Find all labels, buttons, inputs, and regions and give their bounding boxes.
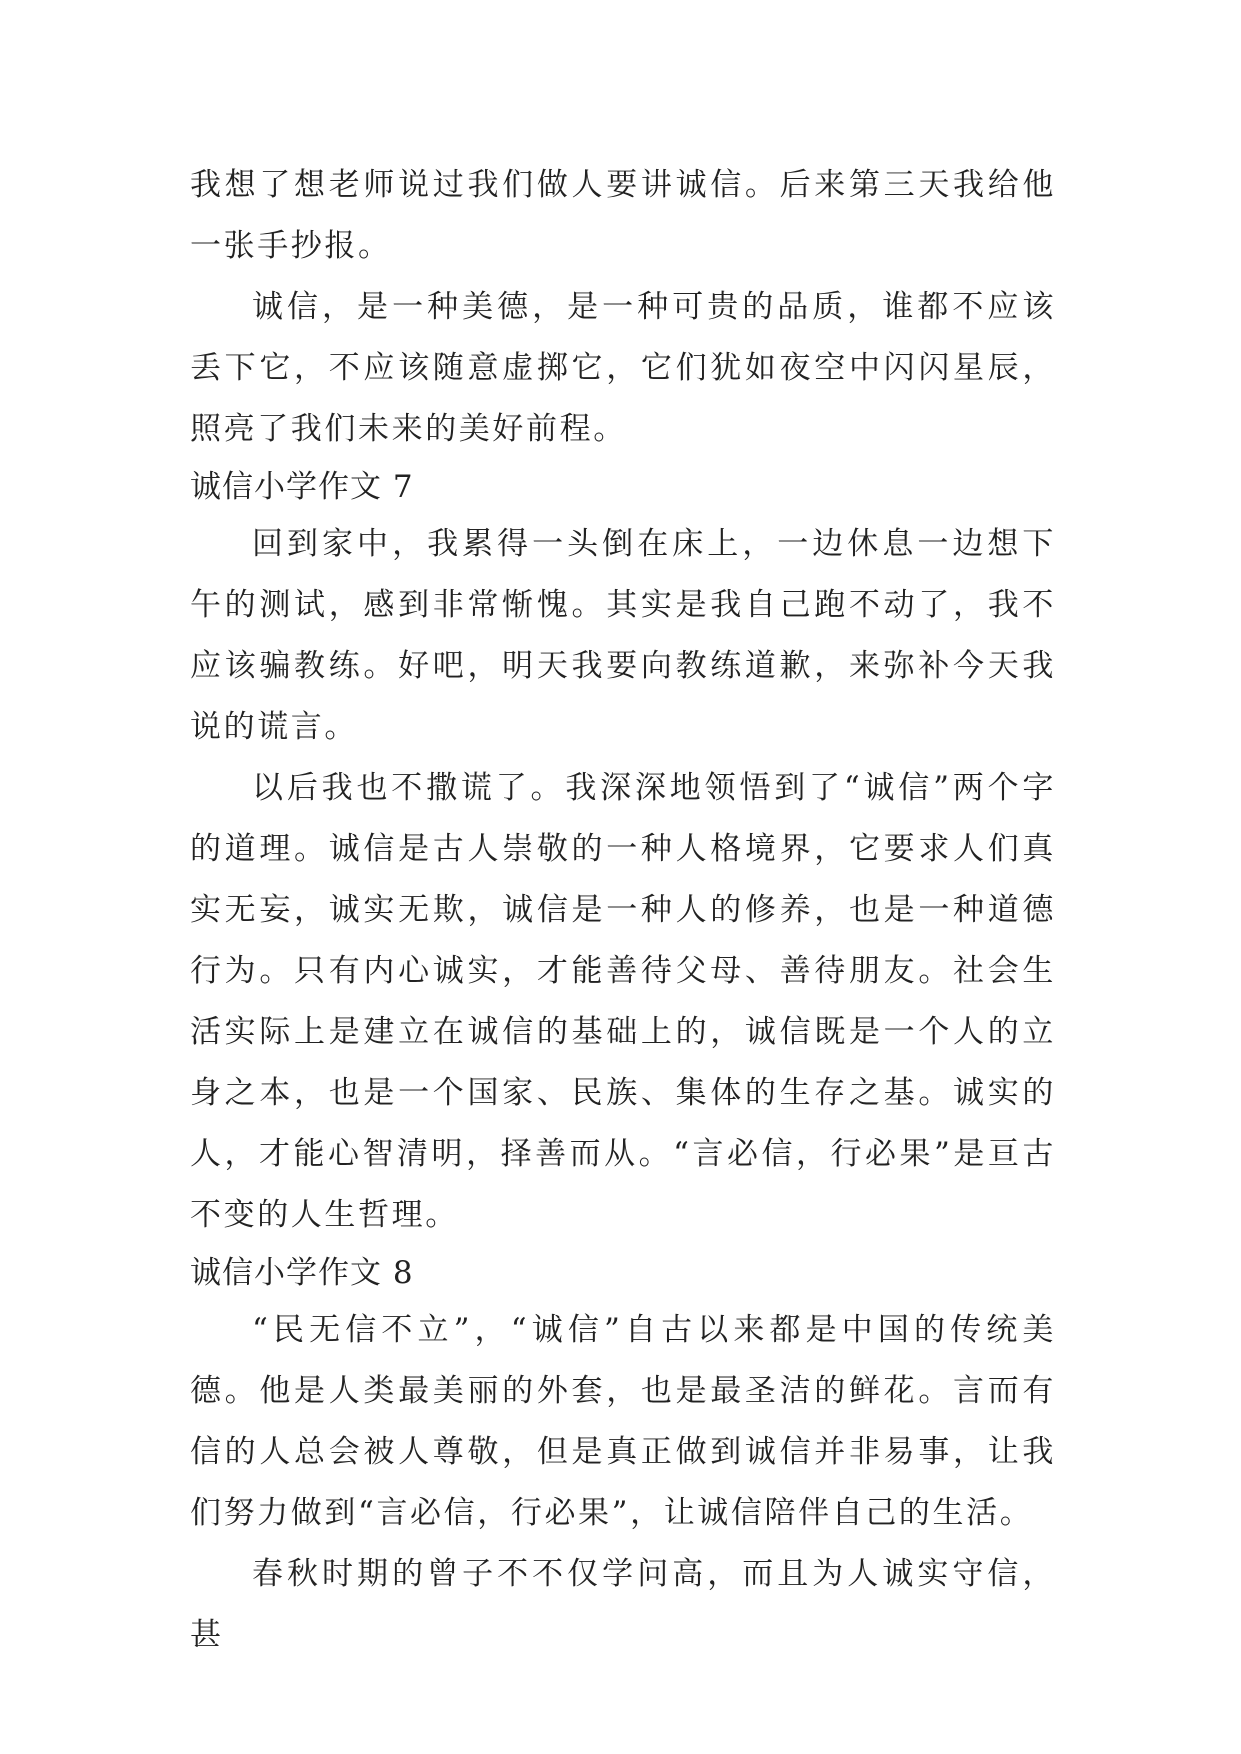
paragraph-7-2: 以后我也不撒谎了。我深深地领悟到了“诚信”两个字的道理。诚信是古人崇敬的一种人格境界，它要求人们真实无妄，诚实无欺，诚信是一种人的修养，也是一种道德行为。只有内心诚实，才能善待父母、善待朋友。社会生活实际上是建立在诚信的基础上的，诚信既是一个人的立身之本，也是一个国家、民族、集体的生存之基。诚实的人，才能心智清明，择善而从。“言必信，行必果”是亘古不变的人生哲理。 <box>190 770 1056 1233</box>
paragraph-honesty-virtue: 诚信，是一种美德，是一种可贵的品质，谁都不应该丢下它，不应该随意虚掷它，它们犹如夜空中闪闪星辰，照亮了我们未来的美好前程。 <box>190 289 1056 447</box>
section-title-8: 诚信小学作文 8 <box>190 1255 414 1291</box>
section-title-7: 诚信小学作文 7 <box>190 469 414 505</box>
document-body <box>190 155 1056 1666</box>
paragraph-7-1: 回到家中，我累得一头倒在床上，一边休息一边想下午的测试，感到非常惭愧。其实是我自己跑不动了，我不应该骗教练。好吧，明天我要向教练道歉，来弥补今天我说的谎言。 <box>190 526 1056 745</box>
paragraph-8-2: 春秋时期的曾子不不仅学问高，而且为人诚实守信，甚 <box>190 1556 1056 1653</box>
paragraph-8-1: “民无信不立”，“诚信”自古以来都是中国的传统美德。他是人类最美丽的外套，也是最圣洁的鲜花。言而有信的人总会被人尊敬，但是真正做到诚信并非易事，让我们努力做到“言必信，行必果”，让诚信陪伴自己的生活。 <box>190 1312 1056 1531</box>
paragraph-continuation: 我想了想老师说过我们做人要讲诚信。后来第三天我给他一张手抄报。 <box>190 167 1056 264</box>
